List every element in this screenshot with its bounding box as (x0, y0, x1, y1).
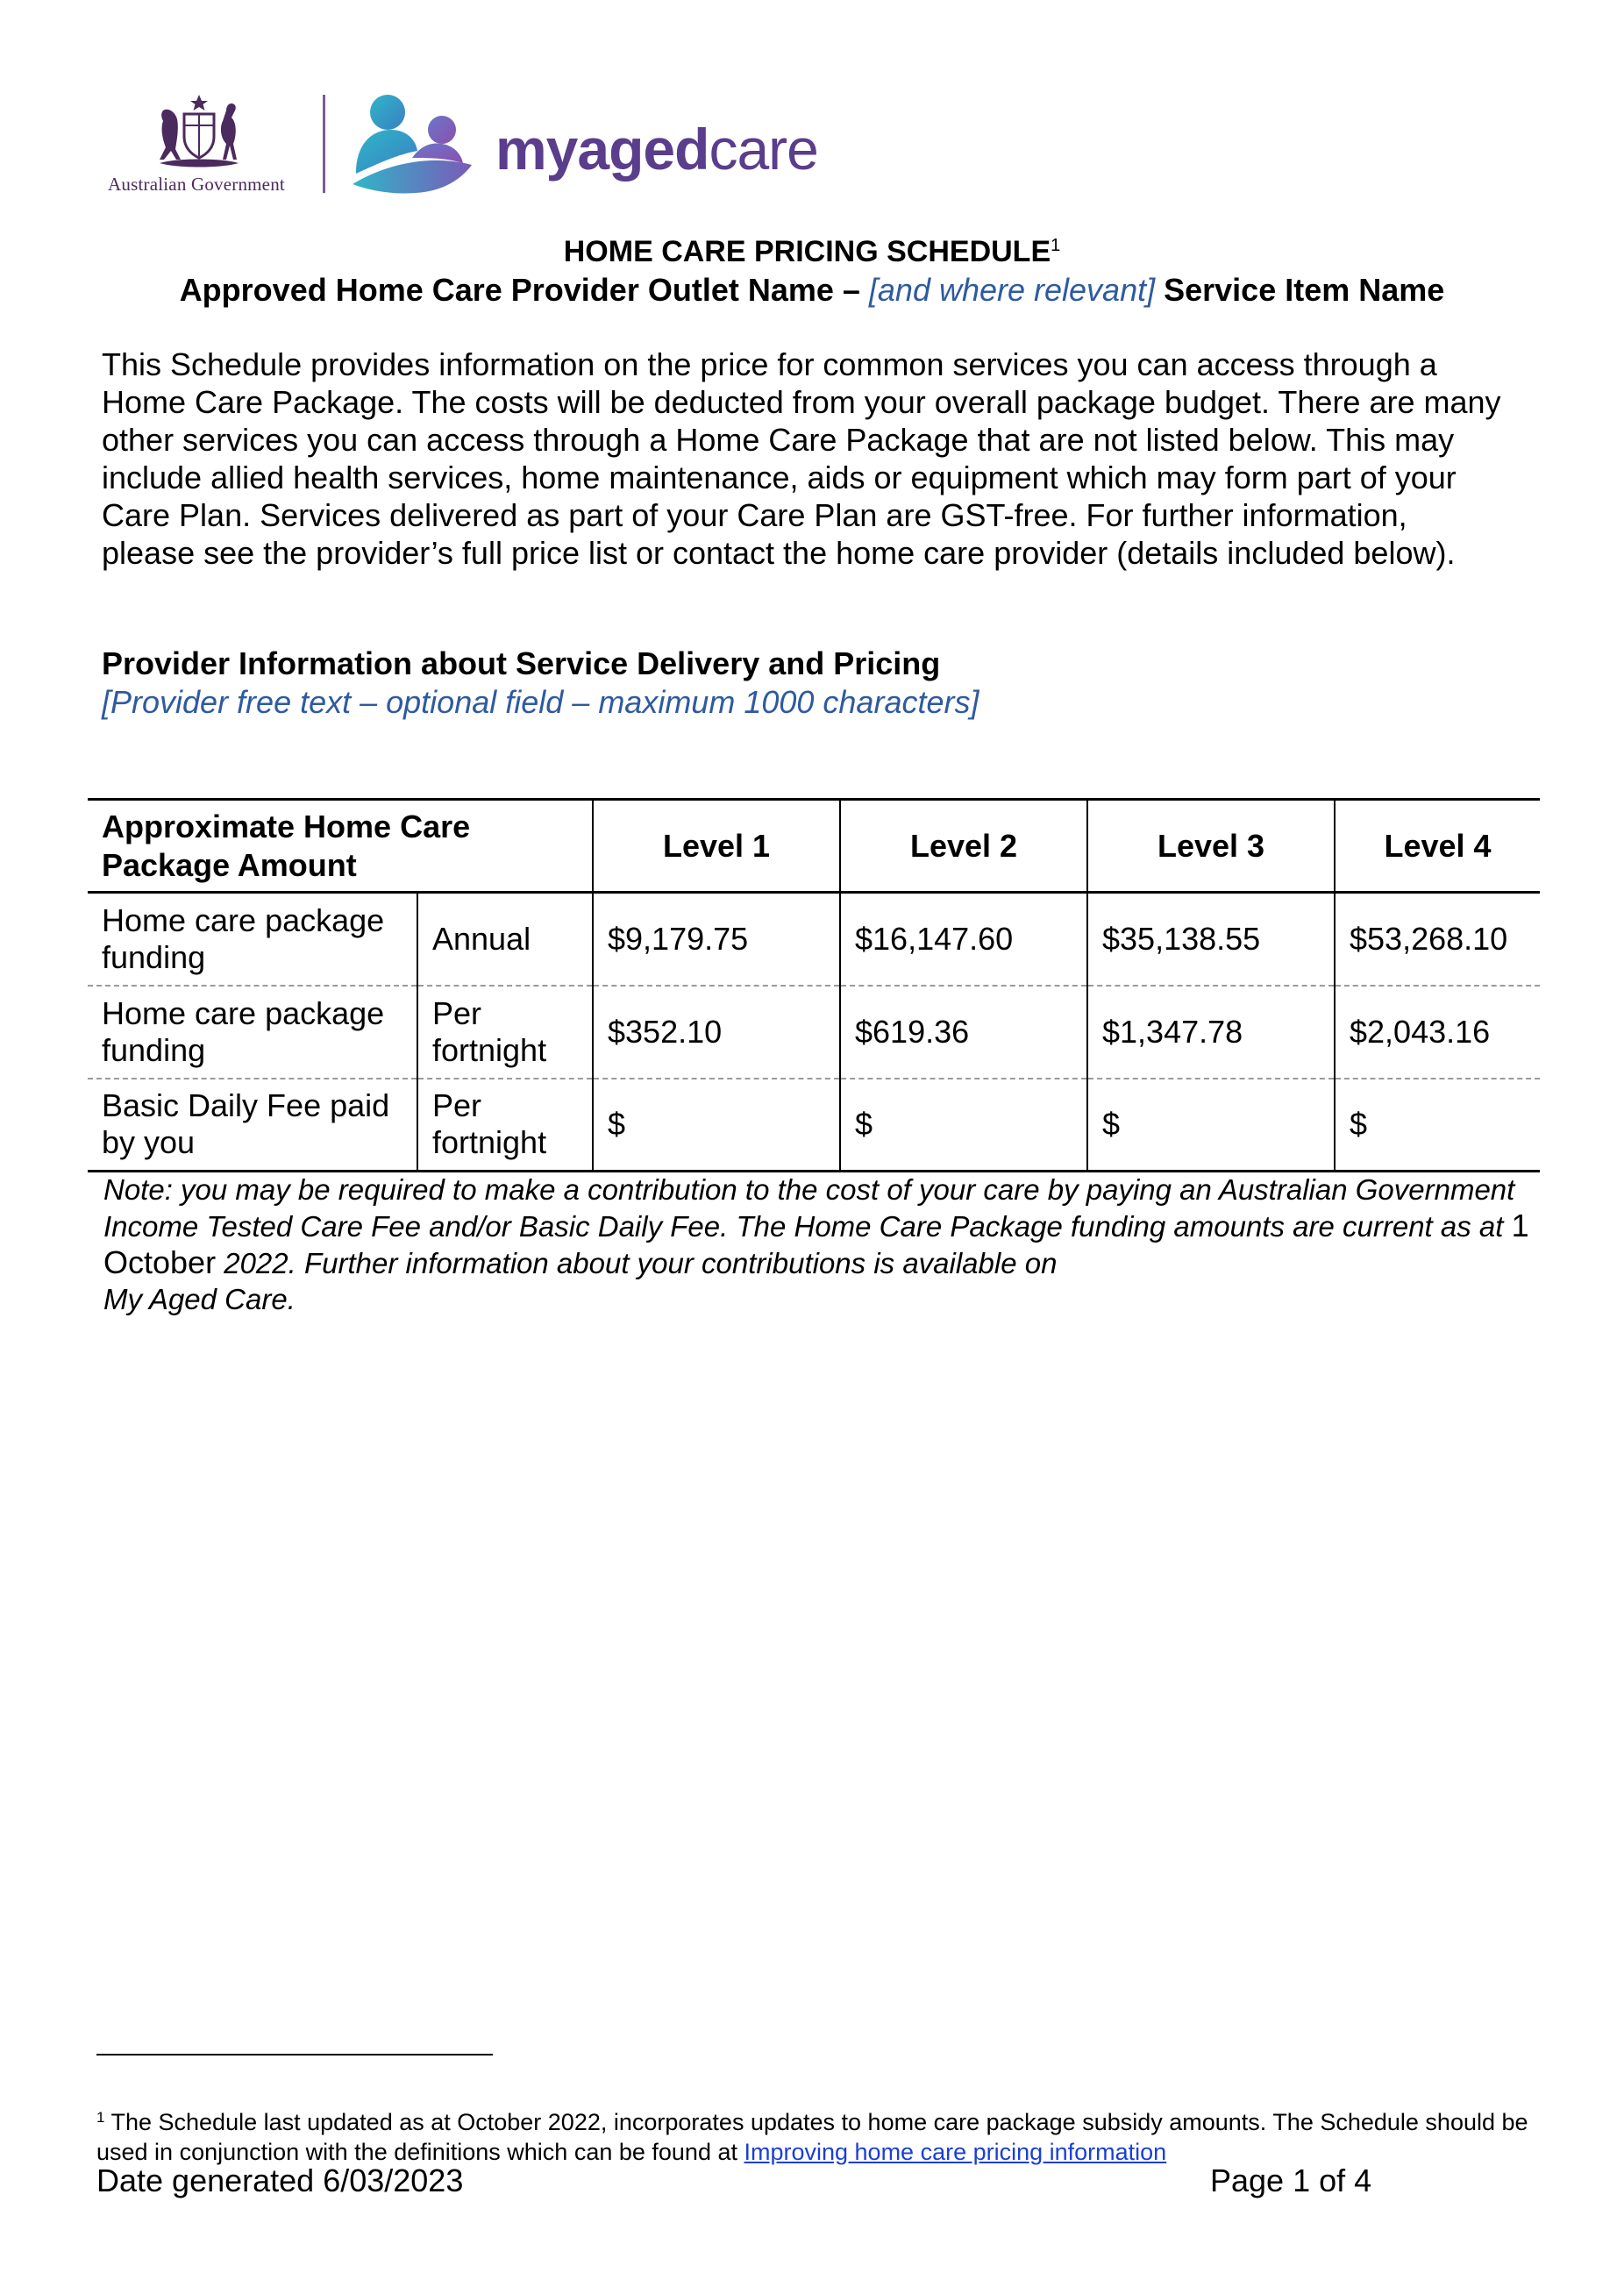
title-footnote-marker: 1 (1051, 236, 1061, 255)
level-1-header: Level 1 (593, 800, 840, 893)
table-row (88, 893, 1540, 986)
table-cell: $53,268.10 (1335, 893, 1540, 986)
intro-paragraph: This Schedule provides information on the price for common services you can access through a Home Care Package. The costs will be deducted from your overall package budget. There are many other services you can access through a Home Care Package that are not listed below. This may include allied health services, home maintenance, aids or equipment which may form part of your Care Plan. Services delivered as part of your Care Plan are GST-free. For further information, please see the provider’s full price list or contact the home care provider (details included below). (102, 346, 1501, 571)
page-subtitle (0, 272, 1624, 309)
table-row (88, 986, 1540, 1079)
level-3-header: Level 3 (1087, 800, 1335, 893)
brand-wordmark (495, 116, 818, 182)
footnote-divider (96, 2054, 493, 2055)
table-cell: $35,138.55 (1087, 893, 1335, 986)
table-cell: $1,347.78 (1087, 986, 1335, 1079)
provider-info-placeholder: [Provider free text – optional field – maximum 1000 characters] (102, 684, 979, 720)
footnote (96, 2103, 1535, 2167)
table-cell: $16,147.60 (840, 893, 1087, 986)
subtitle-part3: Service Item Name (1155, 272, 1445, 308)
table-cell: $352.10 (593, 986, 840, 1079)
date-generated: Date generated 6/03/2023 (96, 2162, 464, 2198)
provider-info-heading: Provider Information about Service Delivery and Pricing (102, 645, 941, 681)
my-aged-care-logo (351, 93, 818, 198)
row-period: Annual (417, 893, 593, 986)
page-title-text: HOME CARE PRICING SCHEDULE (563, 235, 1051, 268)
table-cell: $2,043.16 (1335, 986, 1540, 1079)
table-row (88, 1079, 1540, 1172)
row-period: Per fortnight (417, 986, 593, 1079)
table-cell: $9,179.75 (593, 893, 840, 986)
row-label: Home care package funding (88, 893, 417, 986)
subtitle-part2: [and where relevant] (868, 272, 1156, 308)
note-date: 1 October (103, 1208, 1529, 1280)
table-cell: $ (1335, 1079, 1540, 1172)
people-icon (351, 93, 474, 198)
logo-divider (323, 95, 325, 193)
footnote-text: The Schedule last updated as at October 2022, incorporates updates to home care package subsidy amounts. The Schedule should be used in conjunction with the definitions which can be found at (96, 2109, 1528, 2165)
australian-government-logo (95, 93, 298, 200)
table-header-row (88, 800, 1540, 893)
subtitle-part1: Approved Home Care Provider Outlet Name – (179, 272, 869, 308)
table-cell: $ (593, 1079, 840, 1172)
package-amount-table (88, 798, 1540, 1172)
coat-of-arms-icon (147, 93, 251, 174)
table-header-label: Approximate Home Care Package Amount (88, 800, 593, 893)
row-period: Per fortnight (417, 1079, 593, 1172)
table-cell: $ (840, 1079, 1087, 1172)
government-name: Australian Government (108, 174, 285, 195)
row-label: Basic Daily Fee paid by you (88, 1079, 417, 1172)
table-note (103, 1172, 1542, 1317)
row-label: Home care package funding (88, 986, 417, 1079)
level-2-header: Level 2 (840, 800, 1087, 893)
brand-regular: care (709, 117, 818, 182)
brand-bold: myaged (495, 117, 709, 182)
level-4-header: Level 4 (1335, 800, 1540, 893)
table-cell: $ (1087, 1079, 1335, 1172)
table-cell: $619.36 (840, 986, 1087, 1079)
footnote-marker: 1 (96, 2109, 105, 2126)
note-part3: My Aged Care. (103, 1283, 296, 1315)
pricing-info-link[interactable]: Improving home care pricing information (744, 2139, 1167, 2165)
note-part1: Note: you may be required to make a contribution to the cost of your care by paying an Australian Government Income Tested Care Fee and/or Basic Daily Fee. The Home Care Package funding amounts are current as at (103, 1173, 1515, 1243)
page-title (0, 235, 1624, 269)
note-part2: 2022. Further information about your contributions is available on (216, 1247, 1058, 1279)
page-number: Page 1 of 4 (1210, 2162, 1372, 2198)
